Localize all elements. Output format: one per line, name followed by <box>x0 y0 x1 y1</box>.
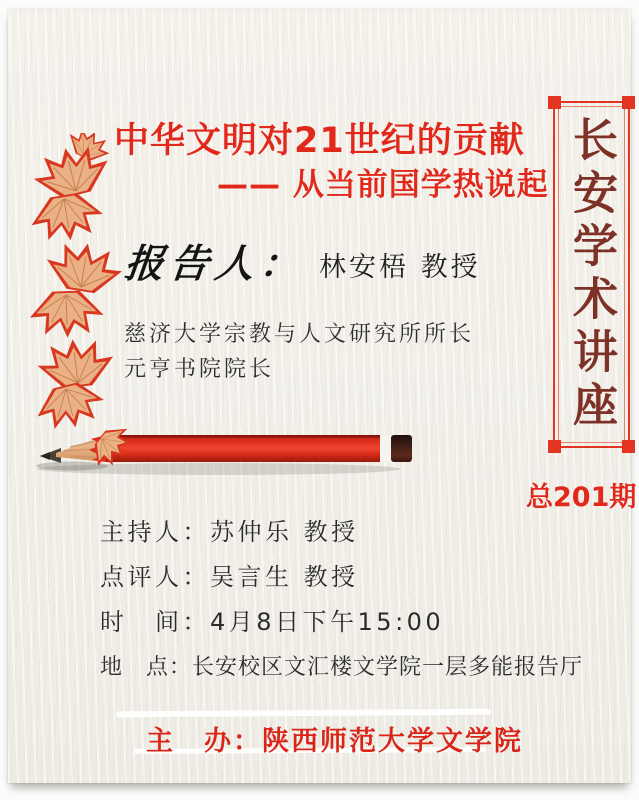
commentator-value: 吴言生 教授 <box>210 563 359 591</box>
speaker-affiliation-2: 元亨书院院长 <box>124 357 275 382</box>
lecture-title: 中华文明对21世纪的贡献 <box>114 121 525 161</box>
venue-label: 地 点： <box>100 655 193 680</box>
banner-corner-top-right <box>622 96 635 109</box>
time-row <box>100 602 444 637</box>
venue-row <box>100 650 583 681</box>
organizer-line: 主 办：陕西师范大学文学院 <box>146 726 523 757</box>
commentator-label: 点评人： <box>100 563 210 591</box>
poster-paper <box>8 9 637 783</box>
host-label: 主持人： <box>100 518 210 546</box>
time-label: 时 间： <box>100 608 210 636</box>
issue-number: 总201期 <box>526 482 637 513</box>
speaker-affiliation-1: 慈济大学宗教与人文研究所所长 <box>124 322 475 347</box>
lecture-subtitle: —— 从当前国学热说起 <box>217 167 549 203</box>
paper-sheen-top <box>116 709 491 718</box>
commentator-row <box>100 557 359 592</box>
speaker-label: 报告人： <box>122 241 308 287</box>
speaker-row <box>122 233 481 289</box>
host-value: 苏仲乐 教授 <box>210 518 359 546</box>
speaker-name: 林安梧 教授 <box>319 251 481 283</box>
time-value: 4月8日下午15:00 <box>210 608 445 636</box>
banner-corner-bottom-left <box>548 440 561 453</box>
venue-value: 长安校区文汇楼文学院一层多能报告厅 <box>192 655 584 680</box>
banner-corner-top-left <box>548 96 561 109</box>
host-row <box>100 512 359 547</box>
banner-corner-bottom-right <box>622 440 635 453</box>
series-title-vertical: 长安学术讲座 <box>565 115 618 434</box>
series-banner <box>548 96 635 453</box>
